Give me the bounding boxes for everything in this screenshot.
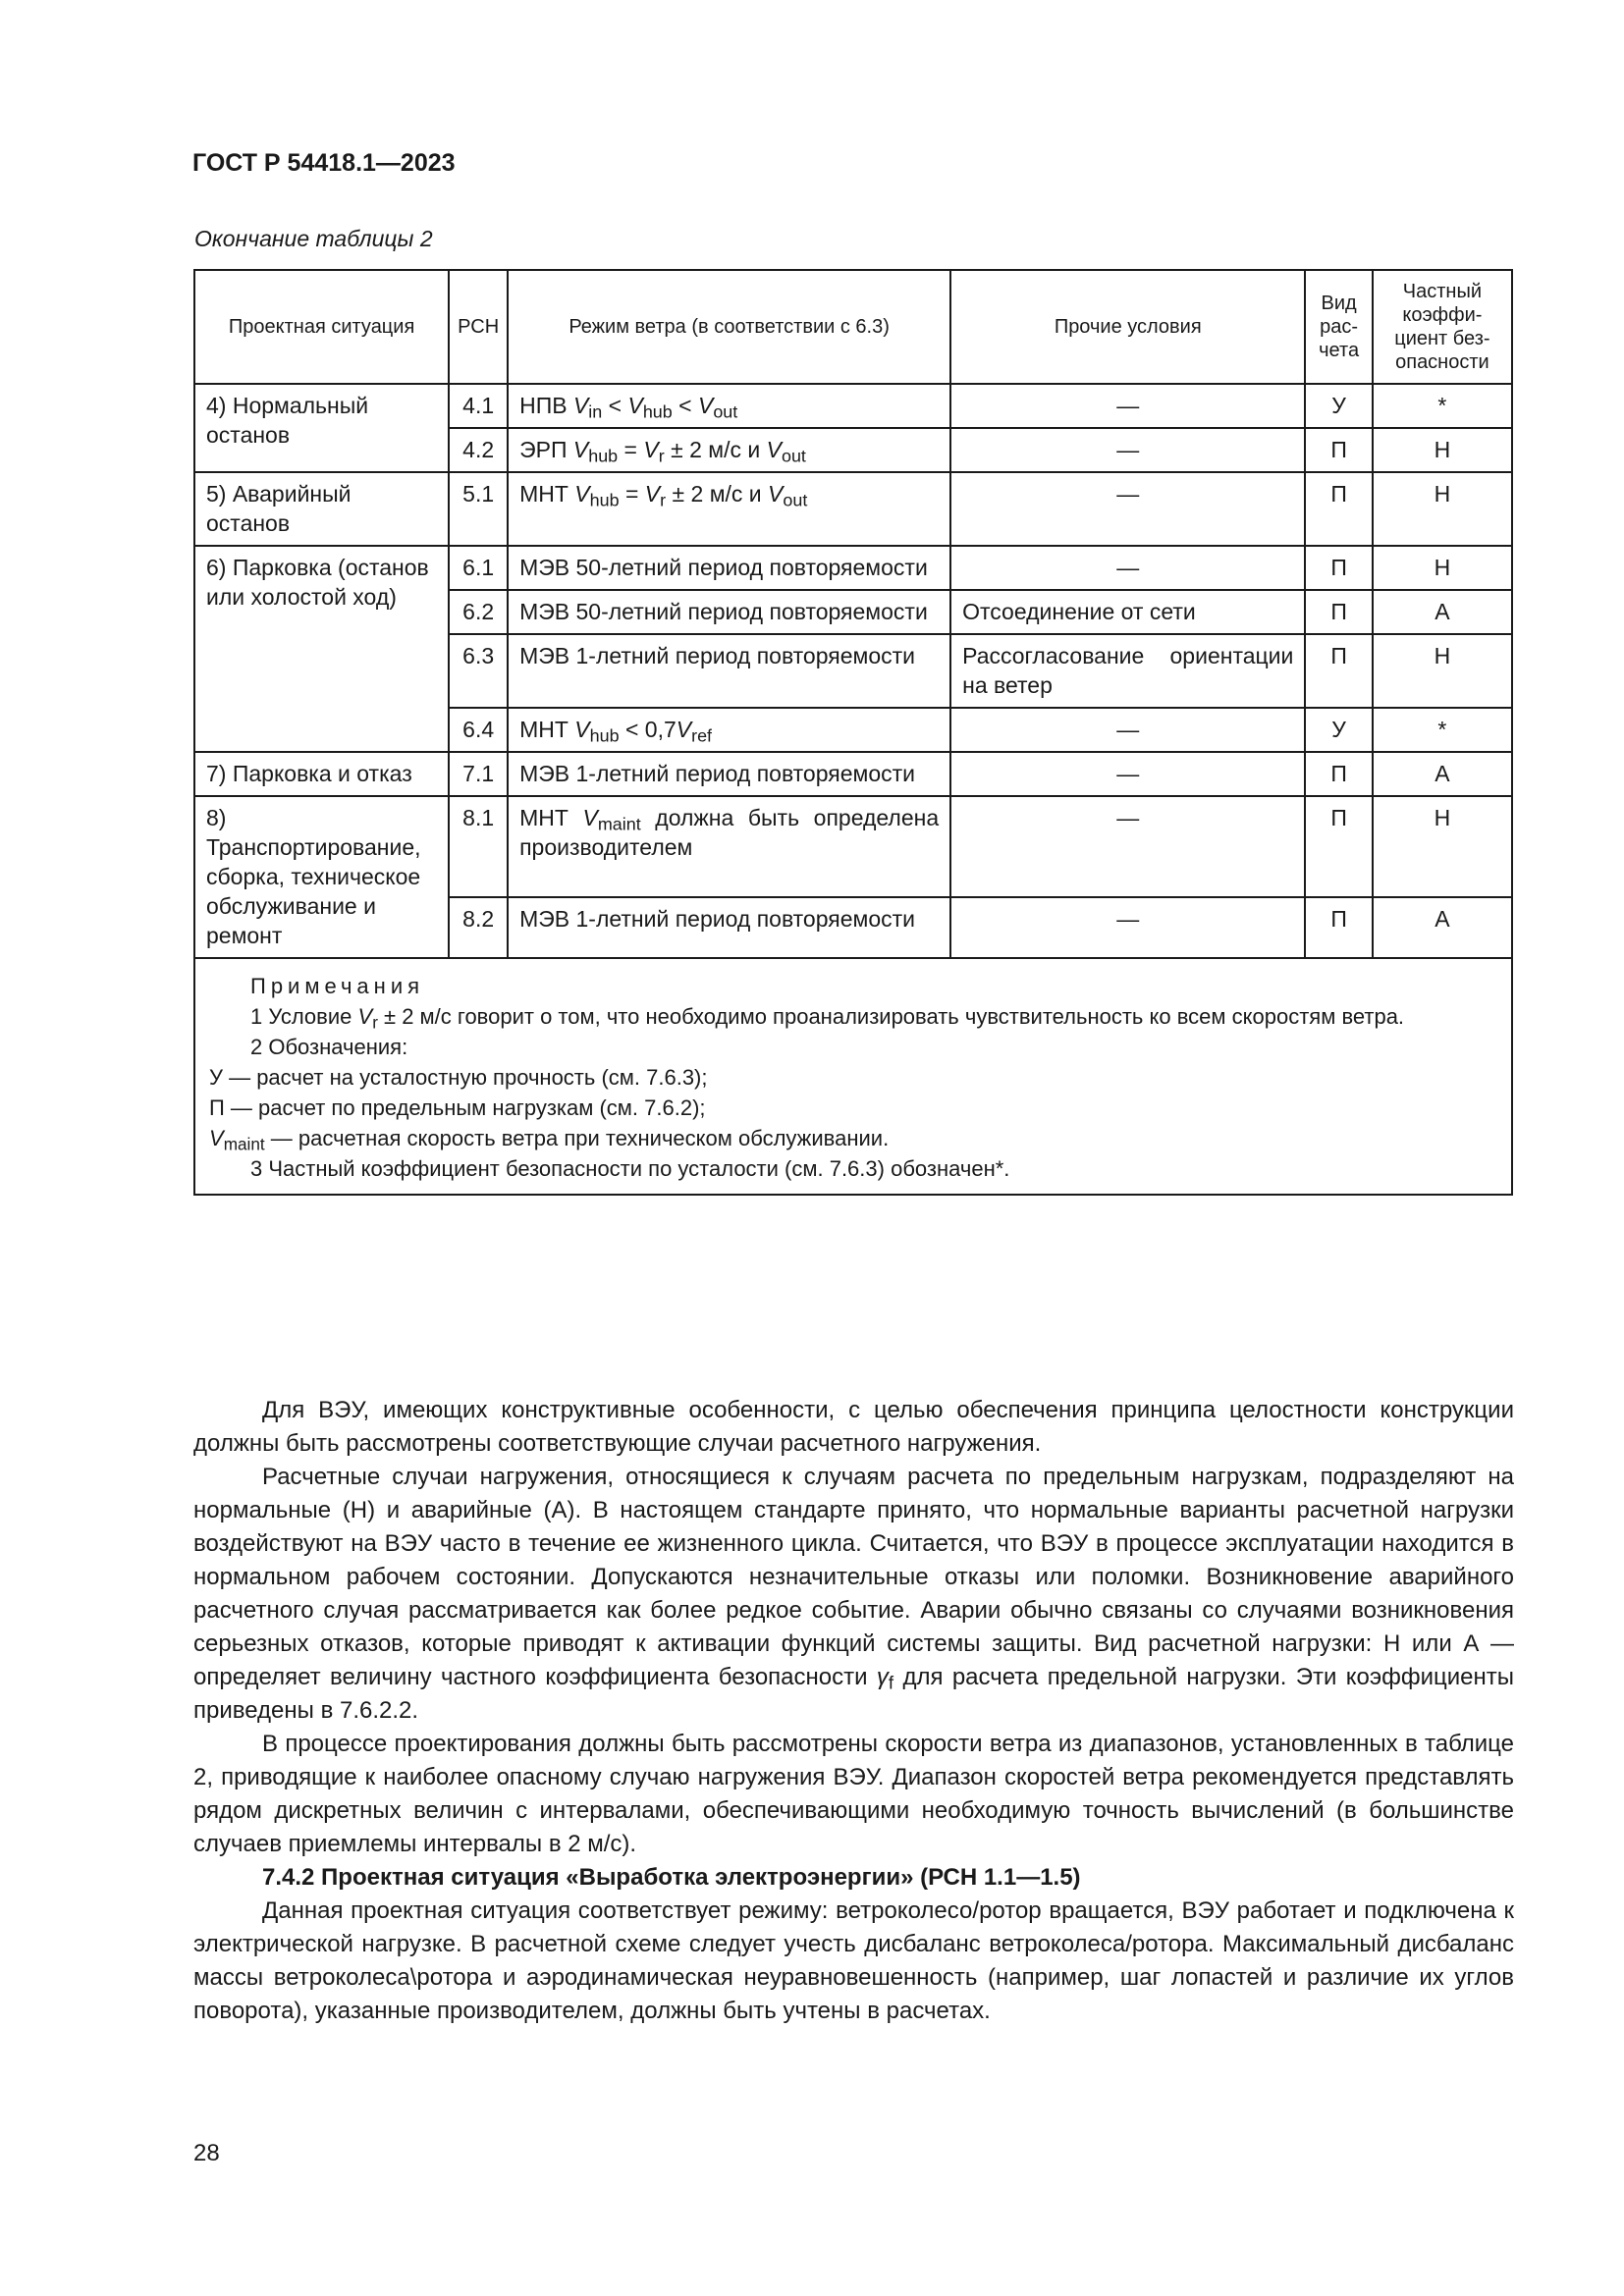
cell-rsn: 6.2 [449, 590, 508, 634]
cell-rsn: 8.1 [449, 796, 508, 897]
cell-other-conditions: — [950, 752, 1305, 796]
table-row [194, 752, 1512, 796]
cell-safety-factor: А [1373, 590, 1512, 634]
cell-wind-mode: МНТ $V_{maint}$ должна быть определена производителем [508, 796, 950, 897]
section-heading: 7.4.2 Проектная ситуация «Выработка электроэнергии» (РСН 1.1—1.5) [262, 1864, 1081, 1891]
cell-wind-mode: МЭВ 50-летний период повторяемости [508, 546, 950, 590]
table-notes-row [194, 958, 1512, 1195]
table-header-row [194, 270, 1512, 384]
cell-safety-factor: * [1373, 708, 1512, 752]
cell-rsn: 6.3 [449, 634, 508, 708]
notes-title: Примечания [250, 974, 425, 998]
header-calc-type: Вид рас- чета [1305, 270, 1372, 384]
paragraph-1: Для ВЭУ, имеющих конструктивные особенности, с целью обеспечения принципа целостности конструкции должны быть рассмотрены соответствующие случаи расчетного нагружения. [193, 1397, 1514, 1457]
cell-calc-type: П [1305, 752, 1372, 796]
cell-wind-mode: МНТ $V_{hub} < 0,7V_{ref}$ [508, 708, 950, 752]
cell-other-conditions: — [950, 708, 1305, 752]
design-situations-table [193, 269, 1513, 1196]
cell-other-conditions: — [950, 472, 1305, 546]
cell-other-conditions: Отсоединение от сети [950, 590, 1305, 634]
cell-wind-mode: НПВ $V_{in} < V_{hub} < V_{out}$ [508, 384, 950, 428]
cell-calc-type: П [1305, 428, 1372, 472]
cell-rsn: 8.2 [449, 897, 508, 958]
page-number: 28 [193, 2140, 220, 2166]
cell-safety-factor: А [1373, 897, 1512, 958]
cell-rsn: 5.1 [449, 472, 508, 546]
cell-safety-factor: Н [1373, 428, 1512, 472]
cell-safety-factor: А [1373, 752, 1512, 796]
cell-situation: 8) Транспортирование, сборка, техническое обслуживание и ремонт [194, 796, 449, 958]
cell-calc-type: У [1305, 708, 1372, 752]
cell-wind-mode: МЭВ 50-летний период повторяемости [508, 590, 950, 634]
note-1: 1 Условие $V_r \pm 2$ м/с говорит о том, что необходимо проанализировать чувствительность ко всем скоростям ветра. [250, 1004, 1405, 1033]
header-rsn: РСН [449, 270, 508, 384]
cell-other-conditions: — [950, 428, 1305, 472]
cell-wind-mode: МЭВ 1-летний период повторяемости [508, 752, 950, 796]
note-3: 3 Частный коэффициент безопасности по усталости (см. 7.6.3) обозначен*. [250, 1156, 1010, 1181]
cell-other-conditions: — [950, 546, 1305, 590]
header-situation: Проектная ситуация [194, 270, 449, 384]
cell-safety-factor: Н [1373, 634, 1512, 708]
cell-calc-type: П [1305, 472, 1372, 546]
cell-other-conditions: — [950, 897, 1305, 958]
cell-rsn: 4.2 [449, 428, 508, 472]
cell-safety-factor: Н [1373, 546, 1512, 590]
cell-rsn: 4.1 [449, 384, 508, 428]
note-2a: У — расчет на усталостную прочность (см. 7.6.3); [209, 1065, 708, 1090]
cell-calc-type: У [1305, 384, 1372, 428]
cell-other-conditions: — [950, 796, 1305, 897]
note-2: 2 Обозначения: [250, 1035, 408, 1059]
cell-wind-mode: МЭВ 1-летний период повторяемости [508, 634, 950, 708]
table-row [194, 384, 1512, 428]
cell-wind-mode: МНТ $V_{hub} = V_r \pm 2$ м/с и $V_{out}$ [508, 472, 950, 546]
cell-rsn: 6.1 [449, 546, 508, 590]
note-2c: $V_{maint}$ — расчетная скорость ветра при техническом обслуживании. [209, 1126, 890, 1154]
cell-calc-type: П [1305, 546, 1372, 590]
document-header: ГОСТ Р 54418.1—2023 [192, 149, 456, 177]
cell-situation: 4) Нормальный останов [194, 384, 449, 472]
paragraph-3: В процессе проектирования должны быть рассмотрены скорости ветра из диапазонов, установленных в таблице 2, приводящие к наиболее опасному случаю нагружения ВЭУ. Диапазон скоростей ветра рекомендуется представлять рядом дискретных величин с интервалами, обеспечивающими необходимую точность вычислений (в большинстве случаев приемлемы интервалы в 2 м/с). [193, 1731, 1514, 1857]
cell-safety-factor: Н [1373, 796, 1512, 897]
cell-safety-factor: Н [1373, 472, 1512, 546]
body-text [193, 1394, 1514, 2028]
table-row [194, 546, 1512, 590]
table-notes [194, 958, 1512, 1195]
note-2b: П — расчет по предельным нагрузкам (см. 7.6.2); [209, 1095, 706, 1120]
cell-other-conditions: — [950, 384, 1305, 428]
table-row [194, 472, 1512, 546]
cell-calc-type: П [1305, 897, 1372, 958]
table-row [194, 796, 1512, 897]
table-caption: Окончание таблицы 2 [194, 226, 433, 251]
cell-calc-type: П [1305, 796, 1372, 897]
cell-safety-factor: * [1373, 384, 1512, 428]
cell-rsn: 7.1 [449, 752, 508, 796]
cell-wind-mode: МЭВ 1-летний период повторяемости [508, 897, 950, 958]
cell-situation: 5) Аварийный останов [194, 472, 449, 546]
cell-other-conditions: Рассогласование ориентации на ветер [950, 634, 1305, 708]
header-wind-mode: Режим ветра (в соответствии с 6.3) [508, 270, 950, 384]
cell-rsn: 6.4 [449, 708, 508, 752]
cell-calc-type: П [1305, 590, 1372, 634]
cell-wind-mode: ЭРП $V_{hub} = V_r \pm 2$ м/с и $V_{out}$ [508, 428, 950, 472]
paragraph-2: Расчетные случаи нагружения, относящиеся к случаям расчета по предельным нагрузкам, подразделяют на нормальные (Н) и аварийные (А). В настоящем стандарте принято, что нормальные варианты расчетной нагрузки воздействуют на ВЭУ часто в течение ее жизненного цикла. Считается, что ВЭУ в процессе эксплуатации находится в нормальном рабочем состоянии. Допускаются незначительные отказы или поломки. Возникновение аварийного расчетного случая рассматривается как более редкое событие. Аварии обычно связаны со случаями возникновения серьезных отказов, которые приводят к активации функций системы защиты. Вид расчетной нагрузки: Н или А — определяет величину частного коэффициента безопасности $\gamma_f$ для расчета предельной нагрузки. Эти коэффициенты приведены в 7.6.2.2. [193, 1464, 1515, 1724]
paragraph-4: Данная проектная ситуация соответствует режиму: ветроколесо/ротор вращается, ВЭУ работает и подключена к электрической нагрузке. В расчетной схеме следует учесть дисбаланс ветроколеса/ротора. Максимальный дисбаланс массы ветроколеса\ротора и аэродинамическая неуравновешенность (например, шаг лопастей и различие их углов поворота), указанные производителем, должны быть учтены в расчетах. [193, 1897, 1514, 2024]
cell-calc-type: П [1305, 634, 1372, 708]
cell-situation: 7) Парковка и отказ [194, 752, 449, 796]
cell-situation: 6) Парковка (останов или холостой ход) [194, 546, 449, 752]
header-other-conditions: Прочие условия [950, 270, 1305, 384]
header-safety-factor: Частный коэффи- циент без- опасности [1373, 270, 1512, 384]
